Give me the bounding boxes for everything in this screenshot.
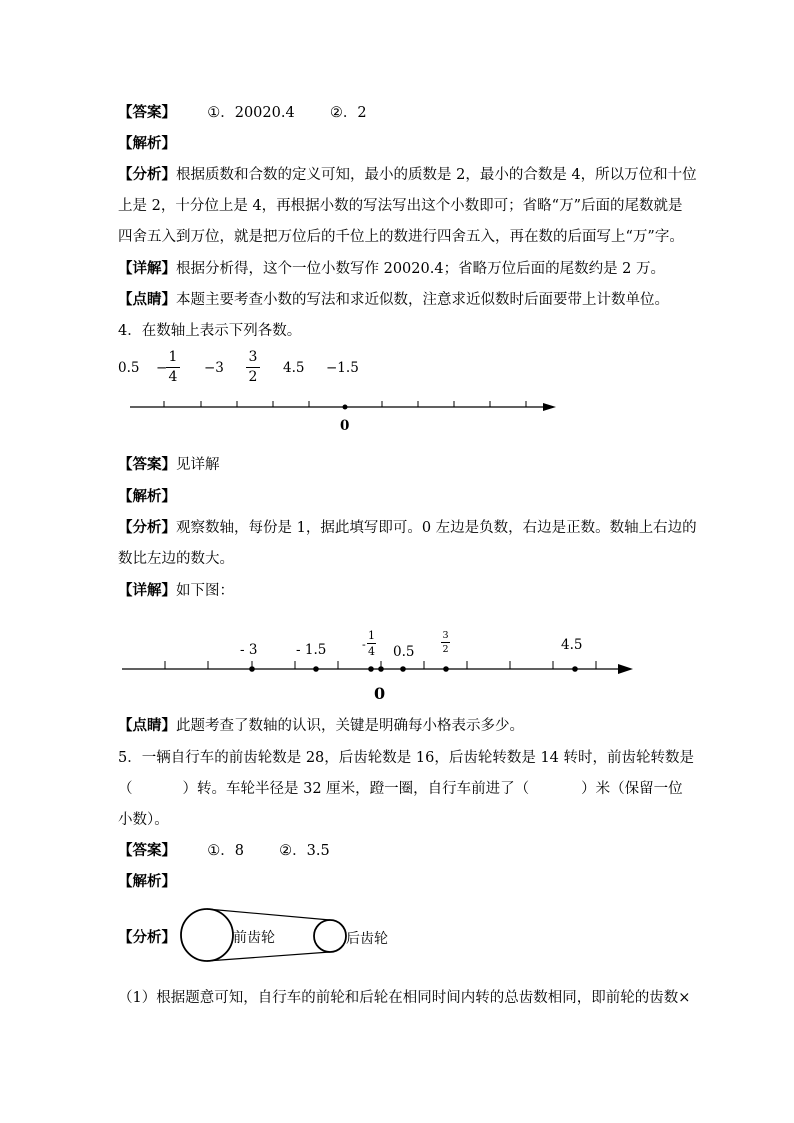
q4-fenxi-line-2: 数比左边的数大。 [118, 551, 234, 567]
answer-text: 见详解 [176, 457, 220, 473]
q5-fenxi-tag: 【分析】 [118, 929, 176, 946]
dianjing-text: 本题主要考查小数的写法和求近似数，注意求近似数时后面要带上计数单位。 [176, 292, 669, 308]
q5-question-line-3: 小数）。 [118, 812, 169, 828]
solution-label-zero: 0 [374, 684, 386, 703]
dianjing-text: 此题考查了数轴的认识，关键是明确每小格表示多少。 [176, 718, 524, 734]
point-neg-3 [249, 666, 255, 672]
dianjing-tag: 【点睛】 [118, 717, 176, 734]
question-number-line [130, 401, 556, 411]
detail-text: 如下图： [176, 583, 234, 599]
q3-fenxi-line-2: 上是 2，十分位上是 4，再根据小数的写法写出这个小数即可；省略“万”后面的尾数就是 [118, 198, 683, 214]
solution-label-one-quarter [367, 629, 376, 658]
dianjing-tag: 【点睛】 [118, 291, 176, 308]
q4-zero-label: 0 [340, 418, 350, 434]
fraction-bar [367, 643, 376, 644]
q4-detail-line [118, 581, 234, 601]
q4-number-0-5: 0.5 [118, 360, 140, 376]
detail-text: 根据分析得，这个一位小数写作 20020.4；省略万位后面的尾数约是 2 万。 [176, 261, 666, 277]
rear-gear-label: 后齿轮 [346, 931, 388, 947]
rear-gear-circle [314, 920, 346, 952]
solution-label-neg-1-5: - 1.5 [296, 642, 327, 658]
fraction-numerator: 1 [368, 629, 375, 642]
front-gear-label: 前齿轮 [233, 930, 275, 946]
answer-tag: 【答案】 [118, 104, 176, 121]
blank-open-1: （ [118, 781, 133, 797]
fraction-denominator: 4 [168, 369, 178, 385]
answer-part-2: ②．3.5 [279, 843, 330, 859]
q4-number-neg-1-5: −1.5 [326, 360, 359, 376]
fraction-numerator: 3 [442, 630, 449, 641]
point-three-halves [443, 666, 449, 672]
q4-number-neg-3: −3 [204, 360, 224, 376]
solution-number-line [122, 661, 633, 674]
question-text-end: ）米（保留一位 [581, 781, 683, 797]
answer-tag: 【答案】 [118, 456, 176, 473]
q5-step-1: （1）根据题意可知，自行车的前轮和后轮在相同时间内转的总齿数相同，即前轮的齿数× [118, 990, 691, 1006]
point-zero [378, 666, 384, 672]
fraction-numerator: 1 [168, 349, 178, 365]
axis-arrow [543, 403, 556, 411]
q3-analysis-tag: 【解析】 [118, 135, 176, 152]
q5-answer-line [118, 841, 330, 861]
fraction-bar [441, 642, 450, 643]
q5-question-line-2 [118, 779, 683, 799]
fraction-numerator: 3 [248, 349, 258, 365]
point-4-5 [572, 666, 578, 672]
chain-top [207, 909, 330, 920]
q4-number-neg-sign: − [156, 360, 168, 376]
axis-arrow [618, 664, 633, 674]
solution-label-0-5: 0.5 [393, 644, 415, 660]
point-0-5 [400, 666, 406, 672]
solution-label-neg-sign: - [362, 638, 366, 651]
fenxi-tag: 【分析】 [118, 519, 176, 536]
q4-analysis-tag: 【解析】 [118, 488, 176, 505]
solution-label-three-halves [441, 630, 450, 655]
fraction-denominator: 2 [248, 369, 258, 385]
q4-number-4-5: 4.5 [283, 360, 305, 376]
front-gear-circle [181, 909, 233, 961]
point-neg-1-5 [313, 666, 319, 672]
solution-label-4-5: 4.5 [561, 637, 583, 653]
answer-tag: 【答案】 [118, 842, 176, 859]
point-neg-quarter [368, 666, 374, 672]
fenxi-text: 根据质数和合数的定义可知，最小的质数是 2，最小的合数是 4，所以万位和十位 [176, 167, 697, 183]
q5-question-line-1: 5．一辆自行车的前齿轮数是 28，后齿轮数是 16，后齿轮转数是 14 转时，前齿轮转数是 [118, 750, 695, 766]
q4-answer-line [118, 455, 220, 475]
solution-label-neg-3: - 3 [240, 642, 258, 658]
q4-fenxi-line-1 [118, 518, 697, 538]
q5-analysis-tag: 【解析】 [118, 873, 176, 890]
answer-part-1: ①．20020.4 [207, 105, 295, 121]
answer-part-1: ①．8 [207, 843, 244, 859]
detail-tag: 【详解】 [118, 260, 176, 277]
fraction-denominator: 2 [442, 644, 449, 655]
fenxi-text: 观察数轴，每份是 1，据此填写即可。0 左边是负数，右边是正数。数轴上右边的 [176, 520, 697, 536]
q4-question: 4．在数轴上表示下列各数。 [118, 323, 302, 339]
fraction-denominator: 4 [368, 645, 375, 658]
answer-part-2: ②．2 [329, 105, 367, 121]
detail-tag: 【详解】 [118, 582, 176, 599]
fenxi-tag: 【分析】 [118, 166, 176, 183]
q4-dianjing-line [118, 716, 524, 736]
q3-fenxi-line-3: 四舍五入到万位，就是把万位后的千位上的数进行四舍五入，再在数的后面写上“万”字。 [118, 229, 684, 245]
question-text-mid: ）转。车轮半径是 32 厘米，蹬一圈，自行车前进了（ [182, 781, 530, 797]
origin-dot [343, 405, 348, 410]
